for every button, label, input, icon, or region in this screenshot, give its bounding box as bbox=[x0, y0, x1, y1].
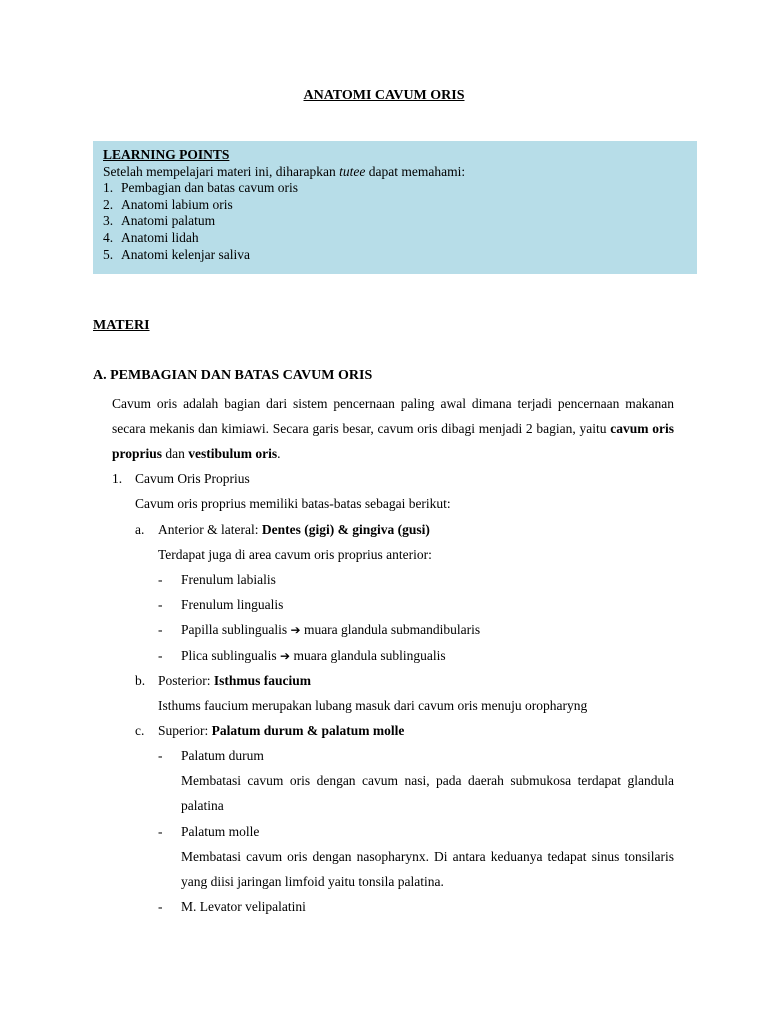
palatum-molle-desc: Membatasi cavum oris dengan nasopharynx. Di antara keduanya tedapat sinus tonsilaris yang diisi jaringan limfoid yaitu tonsila palatina. bbox=[181, 849, 674, 890]
section-a-heading: A. PEMBAGIAN DAN BATAS CAVUM ORIS bbox=[93, 368, 373, 383]
bullet-plica-sublingualis: Plica sublingualis ➔ muara glandula sublingualis bbox=[181, 648, 446, 663]
bullet-dash: - bbox=[158, 748, 163, 763]
bullet-dash: - bbox=[158, 824, 163, 839]
item-b-note: Isthums faucium merupakan lubang masuk dari cavum oris menuju oropharyng bbox=[158, 698, 588, 713]
learning-points-list bbox=[103, 180, 687, 263]
sub1-title: Cavum Oris Proprius bbox=[135, 471, 250, 486]
palatum-durum-desc: Membatasi cavum oris dengan cavum nasi, pada daerah submukosa terdapat glandula palatina bbox=[181, 773, 674, 814]
bullet-levator-velipalatini: M. Levator velipalatini bbox=[181, 899, 306, 914]
list-item: 4. Anatomi lidah bbox=[103, 229, 199, 245]
bullet-dash: - bbox=[158, 597, 163, 612]
learning-points-intro: Setelah mempelajari materi ini, diharapkan tutee dapat memahami: bbox=[103, 163, 466, 179]
bullet-frenulum-labialis: Frenulum labialis bbox=[181, 572, 276, 587]
item-c-label: c. bbox=[135, 723, 145, 738]
list-item: 1. Pembagian dan batas cavum oris bbox=[103, 180, 298, 196]
bullet-dash: - bbox=[158, 622, 163, 637]
bullet-dash: - bbox=[158, 899, 163, 914]
bullet-dash: - bbox=[158, 648, 163, 663]
arrow-right-icon: ➔ bbox=[280, 649, 291, 663]
arrow-right-icon: ➔ bbox=[290, 623, 301, 637]
bullet-dash: - bbox=[158, 572, 163, 587]
intro-paragraph: Cavum oris adalah bagian dari sistem pencernaan paling awal dimana terjadi pencernaan makanan secara mekanis dan kimiawi. Secara garis besar, cavum oris dibagi menjadi 2 bagian, yaitu cavum oris proprius dan vestibulum oris. bbox=[112, 396, 674, 462]
learning-points-box bbox=[93, 141, 697, 274]
list-item: 3. Anatomi palatum bbox=[103, 213, 216, 229]
learning-points-heading: LEARNING POINTS bbox=[103, 147, 230, 162]
list-item: 2. Anatomi labium oris bbox=[103, 196, 233, 212]
materi-heading: MATERI bbox=[93, 318, 150, 333]
bullet-papilla-sublingualis: Papilla sublingualis ➔ muara glandula submandibularis bbox=[181, 622, 481, 637]
item-a-text: Anterior & lateral: Dentes (gigi) & gingiva (gusi) bbox=[158, 522, 430, 537]
sub1-desc: Cavum oris proprius memiliki batas-batas sebagai berikut: bbox=[135, 496, 451, 511]
bullet-frenulum-lingualis: Frenulum lingualis bbox=[181, 597, 284, 612]
sub1-number: 1. bbox=[112, 471, 123, 486]
bullet-palatum-molle: Palatum molle bbox=[181, 824, 260, 839]
item-a-label: a. bbox=[135, 522, 145, 537]
document-title: ANATOMI CAVUM ORIS bbox=[303, 88, 465, 103]
list-item: 5. Anatomi kelenjar saliva bbox=[103, 246, 250, 262]
item-b-text: Posterior: Isthmus faucium bbox=[158, 673, 312, 688]
bullet-palatum-durum: Palatum durum bbox=[181, 748, 264, 763]
item-a-note: Terdapat juga di area cavum oris proprius anterior: bbox=[158, 547, 432, 562]
item-c-text: Superior: Palatum durum & palatum molle bbox=[158, 723, 405, 738]
item-b-label: b. bbox=[135, 673, 146, 688]
